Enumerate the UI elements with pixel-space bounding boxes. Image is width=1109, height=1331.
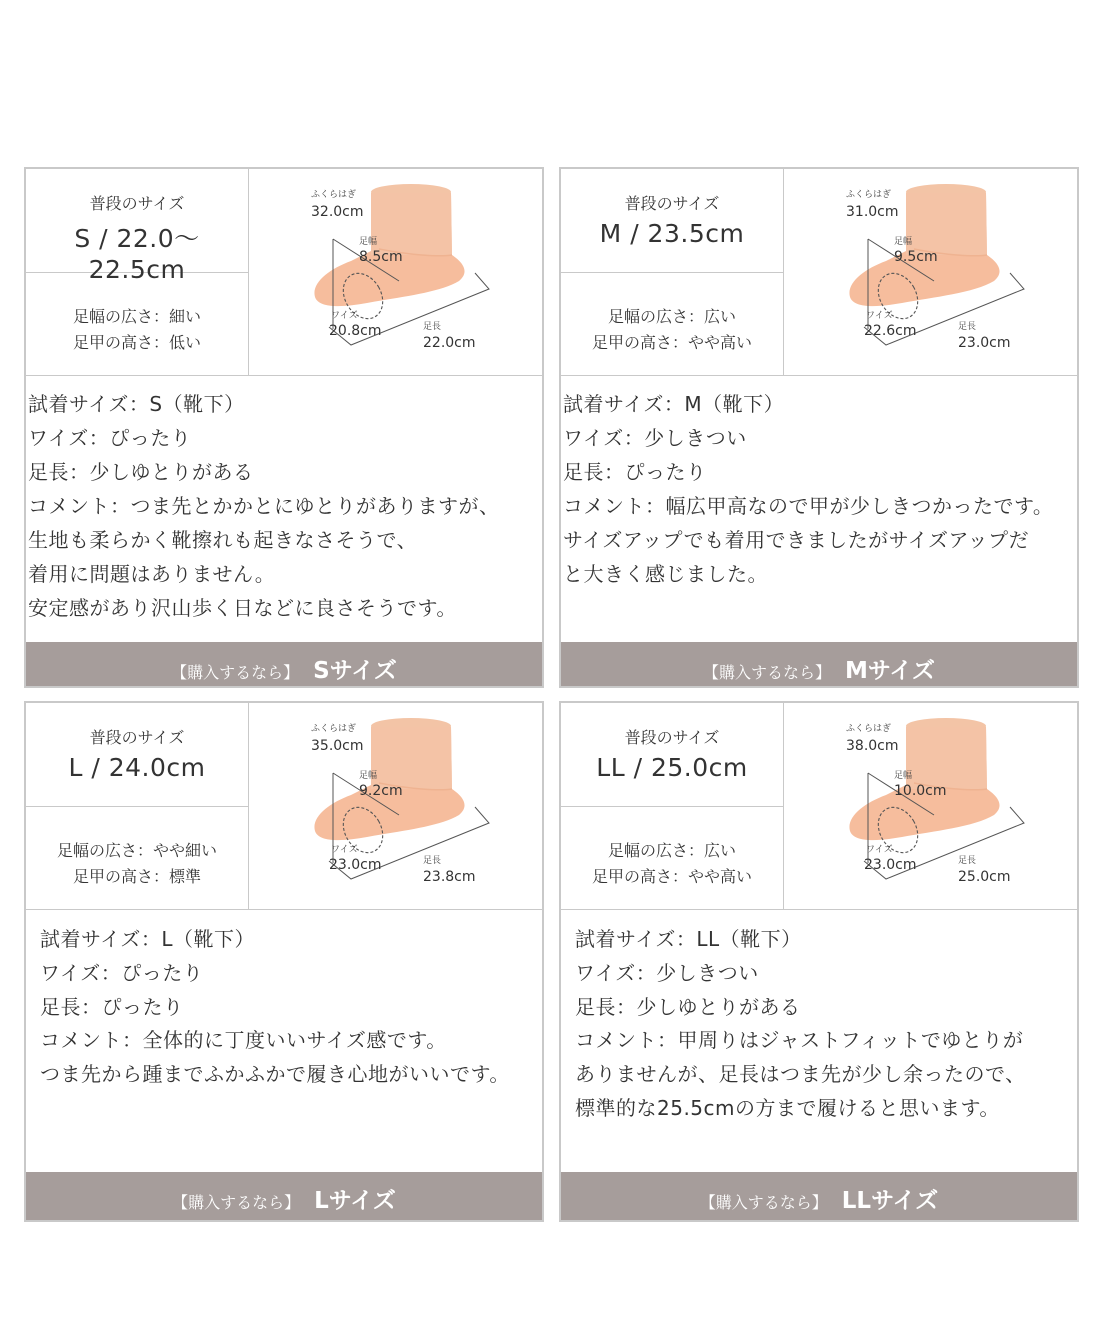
review-line: 試着サイズ：L（靴下） xyxy=(40,927,256,951)
foot-measurement-diagram xyxy=(249,703,542,909)
length-label: 足長 xyxy=(423,856,442,866)
foot-width-label: 足幅 xyxy=(894,237,913,247)
size-info xyxy=(26,703,249,909)
buy-size-button[interactable] xyxy=(26,642,542,686)
diagram-cell xyxy=(249,703,542,909)
wise-label: ワイズ xyxy=(866,845,893,855)
review-line: 標準的な25.5cmの方まで履けると思います。 xyxy=(575,1096,1000,1120)
size-review-card xyxy=(24,167,544,688)
diagram-cell xyxy=(249,169,542,375)
review-line: 試着サイズ：LL（靴下） xyxy=(575,927,802,951)
review-line: 生地も柔らかく靴擦れも起きなさそうで、 xyxy=(28,528,418,552)
wise-label: ワイズ xyxy=(866,311,893,321)
usual-size-label: 普段のサイズ xyxy=(624,194,720,213)
buy-size-button[interactable] xyxy=(561,642,1077,686)
size-info xyxy=(26,169,249,375)
calf-label: ふくらはぎ xyxy=(311,724,357,734)
review-line: ワイズ：少しきつい xyxy=(575,961,759,985)
instep-height-rating: 足甲の高さ：低い xyxy=(72,333,201,352)
length-label: 足長 xyxy=(958,322,977,332)
length-value: 23.0cm xyxy=(958,335,1011,351)
foot-width-value: 9.2cm xyxy=(359,783,403,799)
card-summary xyxy=(561,703,1077,910)
buy-prefix: 【購入するなら】 xyxy=(702,663,831,682)
usual-size-value: LL / 25.0cm xyxy=(596,753,748,782)
review-text xyxy=(26,910,542,1176)
usual-size-value: L / 24.0cm xyxy=(68,753,206,782)
review-line: つま先から踵までふかふかで履き心地がいいです。 xyxy=(40,1062,510,1086)
foot-shape-box xyxy=(26,273,248,375)
buy-prefix: 【購入するなら】 xyxy=(171,663,300,682)
buy-prefix: 【購入するなら】 xyxy=(172,1193,301,1212)
calf-value: 35.0cm xyxy=(311,738,364,754)
buy-size-label: LLサイズ xyxy=(841,1188,939,1214)
foot-shape-box xyxy=(26,807,248,909)
foot-width-label: 足幅 xyxy=(359,771,378,781)
review-line: ワイズ：ぴったり xyxy=(28,426,192,450)
sock-illustration xyxy=(314,718,464,840)
diagram-cell xyxy=(784,703,1077,909)
wise-value: 22.6cm xyxy=(864,323,917,339)
usual-size-value: S / 22.0〜22.5cm xyxy=(74,224,200,284)
usual-size-label: 普段のサイズ xyxy=(89,194,185,213)
review-line: 安定感があり沢山歩く日などに良さそうです。 xyxy=(28,596,457,620)
buy-prefix: 【購入するなら】 xyxy=(699,1193,828,1212)
calf-value: 31.0cm xyxy=(846,204,899,220)
usual-size-box xyxy=(561,703,783,807)
review-line: コメント：全体的に丁度いいサイズ感です。 xyxy=(40,1028,447,1052)
foot-width-label: 足幅 xyxy=(894,771,913,781)
calf-value: 32.0cm xyxy=(311,204,364,220)
usual-size-box xyxy=(26,703,248,807)
review-line: 試着サイズ：S（靴下） xyxy=(28,392,245,416)
foot-shape-box xyxy=(561,807,783,909)
sock-illustration xyxy=(314,184,464,306)
buy-size-label: Sサイズ xyxy=(313,658,397,684)
length-value: 22.0cm xyxy=(423,335,476,351)
foot-width-rating: 足幅の広さ：広い xyxy=(607,841,736,860)
foot-width-rating: 足幅の広さ：やや細い xyxy=(56,841,217,860)
card-summary xyxy=(561,169,1077,376)
buy-size-label: Mサイズ xyxy=(844,658,936,684)
review-line: ありませんが、足長はつま先が少し余ったので、 xyxy=(575,1062,1026,1086)
wise-label: ワイズ xyxy=(331,845,358,855)
card-summary xyxy=(26,703,542,910)
sock-illustration xyxy=(849,718,999,840)
foot-width-value: 10.0cm xyxy=(894,783,947,799)
length-value: 25.0cm xyxy=(958,869,1011,885)
review-text xyxy=(561,376,1077,642)
size-review-card xyxy=(559,701,1079,1222)
review-text xyxy=(26,376,542,642)
review-line: 着用に問題はありません。 xyxy=(28,562,276,586)
foot-width-value: 8.5cm xyxy=(359,249,403,265)
buy-size-button[interactable] xyxy=(561,1172,1077,1220)
instep-height-rating: 足甲の高さ：標準 xyxy=(72,867,201,886)
calf-label: ふくらはぎ xyxy=(846,190,892,200)
review-line: ワイズ：少しきつい xyxy=(563,426,747,450)
review-line: 試着サイズ：M（靴下） xyxy=(563,392,785,416)
instep-height-rating: 足甲の高さ：やや高い xyxy=(591,867,752,886)
review-line: 足長：少しゆとりがある xyxy=(28,460,254,484)
review-line: サイズアップでも着用できましたがサイズアップだ xyxy=(563,528,1030,552)
wise-value: 20.8cm xyxy=(329,323,382,339)
wise-value: 23.0cm xyxy=(329,857,382,873)
sock-illustration xyxy=(849,184,999,306)
foot-width-rating: 足幅の広さ：広い xyxy=(607,307,736,326)
usual-size-box xyxy=(26,169,248,284)
instep-height-rating: 足甲の高さ：やや高い xyxy=(591,333,752,352)
review-line: コメント：幅広甲高なので甲が少しきつかったです。 xyxy=(563,494,1054,518)
usual-size-box xyxy=(561,169,783,273)
diagram-cell xyxy=(784,169,1077,375)
usual-size-value: M / 23.5cm xyxy=(599,219,745,248)
calf-value: 38.0cm xyxy=(846,738,899,754)
usual-size-label: 普段のサイズ xyxy=(89,728,185,747)
foot-measurement-diagram xyxy=(784,169,1077,375)
foot-measurement-diagram xyxy=(249,169,542,375)
foot-width-value: 9.5cm xyxy=(894,249,938,265)
foot-measurement-diagram xyxy=(784,703,1077,909)
size-review-card xyxy=(24,701,544,1222)
review-line: 足長：少しゆとりがある xyxy=(575,995,801,1019)
length-label: 足長 xyxy=(958,856,977,866)
foot-shape-box xyxy=(561,273,783,375)
review-line: 足長：ぴったり xyxy=(40,995,184,1019)
length-label: 足長 xyxy=(423,322,442,332)
review-line: コメント：甲周りはジャストフィットでゆとりが xyxy=(575,1028,1024,1052)
foot-width-rating: 足幅の広さ：細い xyxy=(72,307,201,326)
size-review-card xyxy=(559,167,1079,688)
review-line: 足長：ぴったり xyxy=(563,460,707,484)
length-value: 23.8cm xyxy=(423,869,476,885)
wise-value: 23.0cm xyxy=(864,857,917,873)
review-text xyxy=(561,910,1077,1176)
foot-width-label: 足幅 xyxy=(359,237,378,247)
buy-size-label: Lサイズ xyxy=(314,1188,396,1214)
review-line: コメント：つま先とかかとにゆとりがありますが、 xyxy=(28,494,500,518)
review-line: ワイズ：ぴったり xyxy=(40,961,204,985)
wise-label: ワイズ xyxy=(331,311,358,321)
size-info xyxy=(561,703,784,909)
card-summary xyxy=(26,169,542,376)
buy-size-button[interactable] xyxy=(26,1172,542,1220)
size-info xyxy=(561,169,784,375)
review-line: と大きく感じました。 xyxy=(563,562,768,586)
usual-size-label: 普段のサイズ xyxy=(624,728,720,747)
calf-label: ふくらはぎ xyxy=(846,724,892,734)
calf-label: ふくらはぎ xyxy=(311,190,357,200)
